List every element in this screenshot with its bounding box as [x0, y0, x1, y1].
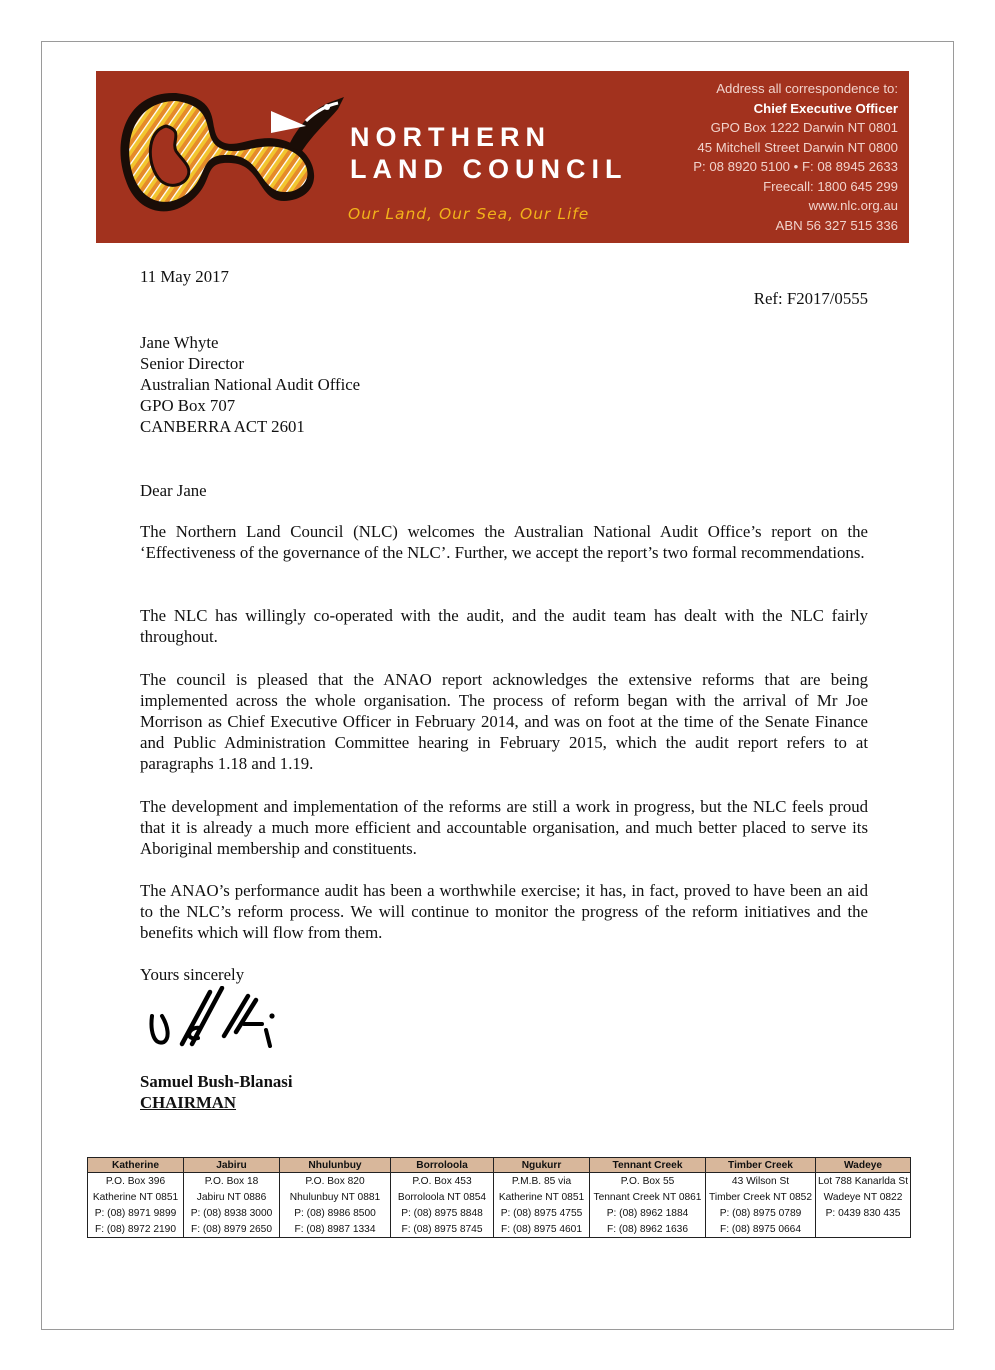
table-cell: F: (08) 8975 8745	[391, 1221, 494, 1238]
table-cell: Lot 788 Kanarlda St	[816, 1173, 911, 1190]
table-row	[88, 1189, 911, 1205]
table-cell: P.O. Box 820	[280, 1173, 391, 1190]
address-line: Australian National Audit Office	[140, 375, 361, 394]
letterhead-banner	[96, 71, 909, 243]
contact-line: GPO Box 1222 Darwin NT 0801	[710, 120, 898, 135]
table-cell: F: (08) 8987 1334	[280, 1221, 391, 1238]
table-cell: F: (08) 8975 4601	[494, 1221, 590, 1238]
address-line: CANBERRA ACT 2601	[140, 417, 305, 436]
letter-date: 11 May 2017	[140, 267, 229, 286]
table-cell: P.M.B. 85 via	[494, 1173, 590, 1190]
contact-line: www.nlc.org.au	[808, 198, 898, 213]
table-cell: Wadeye NT 0822	[816, 1189, 911, 1205]
table-cell: F: (08) 8979 2650	[184, 1221, 280, 1238]
table-cell: P: (08) 8975 4755	[494, 1205, 590, 1221]
table-cell: Jabiru NT 0886	[184, 1189, 280, 1205]
table-cell: Timber Creek NT 0852	[706, 1189, 816, 1205]
contact-line: ABN 56 327 515 336	[775, 217, 898, 233]
table-row	[88, 1205, 911, 1221]
table-header-row	[88, 1158, 911, 1173]
org-name-line1: NORTHERN	[350, 122, 551, 152]
org-tagline: Our Land, Our Sea, Our Life	[348, 205, 590, 223]
table-cell: Katherine NT 0851	[88, 1189, 184, 1205]
signature-icon	[140, 986, 290, 1058]
table-header-cell: Tennant Creek	[590, 1158, 706, 1173]
table-header-cell: Ngukurr	[494, 1158, 590, 1173]
table-cell: P: (08) 8971 9899	[88, 1205, 184, 1221]
signer-title: CHAIRMAN	[140, 1093, 237, 1112]
table-cell: F: (08) 8962 1636	[590, 1221, 706, 1238]
closing: Yours sincerely	[140, 965, 245, 984]
table-row	[88, 1173, 911, 1190]
table-cell: P.O. Box 55	[590, 1173, 706, 1190]
table-header-cell: Borroloola	[391, 1158, 494, 1173]
table-header-cell: Jabiru	[184, 1158, 280, 1173]
table-cell: Borroloola NT 0854	[391, 1189, 494, 1205]
table-cell: Tennant Creek NT 0861	[590, 1189, 706, 1205]
contact-line: Chief Executive Officer	[753, 100, 898, 116]
table-cell: Katherine NT 0851	[494, 1189, 590, 1205]
table-cell: 43 Wilson St	[706, 1173, 816, 1190]
snake-logo-icon	[106, 81, 356, 231]
table-cell: P: (08) 8938 3000	[184, 1205, 280, 1221]
letter-reference: Ref: F2017/0555	[753, 289, 868, 308]
paragraph: The council is pleased that the ANAO report acknowledges the extensive reforms that are being implemented across the whole organisation. The process of reform began with the arrival of Mr Joe Morrison as Chief Executive Officer in February 2014, and was on foot at the time of the Senate Finance and Public Administration Committee hearing in February 2015, which the audit report refers to at paragraphs 1.18 and 1.19.	[140, 670, 868, 773]
table-cell	[816, 1221, 911, 1238]
table-header-cell: Wadeye	[816, 1158, 911, 1173]
regional-offices-table	[87, 1157, 911, 1238]
address-line: GPO Box 707	[140, 396, 236, 415]
table-cell: P: (08) 8975 0789	[706, 1205, 816, 1221]
paragraph: The development and implementation of the reforms are still a work in progress, but the NLC feels proud that it is already a much more efficient and accountable organisation, and much better placed to serve its Aboriginal membership and constituents.	[140, 797, 868, 858]
table-cell: P.O. Box 396	[88, 1173, 184, 1190]
table-cell: P.O. Box 453	[391, 1173, 494, 1190]
table-cell: P: (08) 8986 8500	[280, 1205, 391, 1221]
paragraph: The Northern Land Council (NLC) welcomes the Australian National Audit Office’s report on the ‘Effectiveness of the governance of the NLC’. Further, we accept the report’s two formal recommendations.	[140, 522, 868, 562]
table-cell: P.O. Box 18	[184, 1173, 280, 1190]
contact-line: 45 Mitchell Street Darwin NT 0800	[697, 139, 898, 155]
org-name-line2: LAND COUNCIL	[350, 154, 628, 184]
recipient-address	[140, 332, 360, 437]
paragraph: The NLC has willingly co-operated with the audit, and the audit team has dealt with the NLC fairly throughout.	[140, 606, 868, 646]
table-cell: F: (08) 8972 2190	[88, 1221, 184, 1238]
table-cell: P: 0439 830 435	[816, 1205, 911, 1221]
org-name	[350, 121, 627, 185]
salutation: Dear Jane	[140, 481, 207, 500]
signer-name: Samuel Bush-Blanasi	[140, 1072, 293, 1091]
contact-line: P: 08 8920 5100 • F: 08 8945 2633	[693, 159, 898, 174]
address-line: Jane Whyte	[140, 333, 219, 352]
contact-line: Freecall: 1800 645 299	[763, 178, 898, 194]
table-header-cell: Katherine	[88, 1158, 184, 1173]
table-cell: P: (08) 8962 1884	[590, 1205, 706, 1221]
address-line: Senior Director	[140, 354, 244, 373]
contact-line: Address all correspondence to:	[716, 81, 898, 96]
table-header-cell: Timber Creek	[706, 1158, 816, 1173]
table-row	[88, 1221, 911, 1238]
paragraph: The ANAO’s performance audit has been a worthwhile exercise; it has, in fact, proved to have been an aid to the NLC’s reform process. We will continue to monitor the progress of the reform initiatives and the benefits which will flow from them.	[140, 881, 868, 942]
table-header-cell: Nhulunbuy	[280, 1158, 391, 1173]
table-cell: F: (08) 8975 0664	[706, 1221, 816, 1238]
contact-block	[693, 79, 898, 235]
table-cell: P: (08) 8975 8848	[391, 1205, 494, 1221]
table-cell: Nhulunbuy NT 0881	[280, 1189, 391, 1205]
